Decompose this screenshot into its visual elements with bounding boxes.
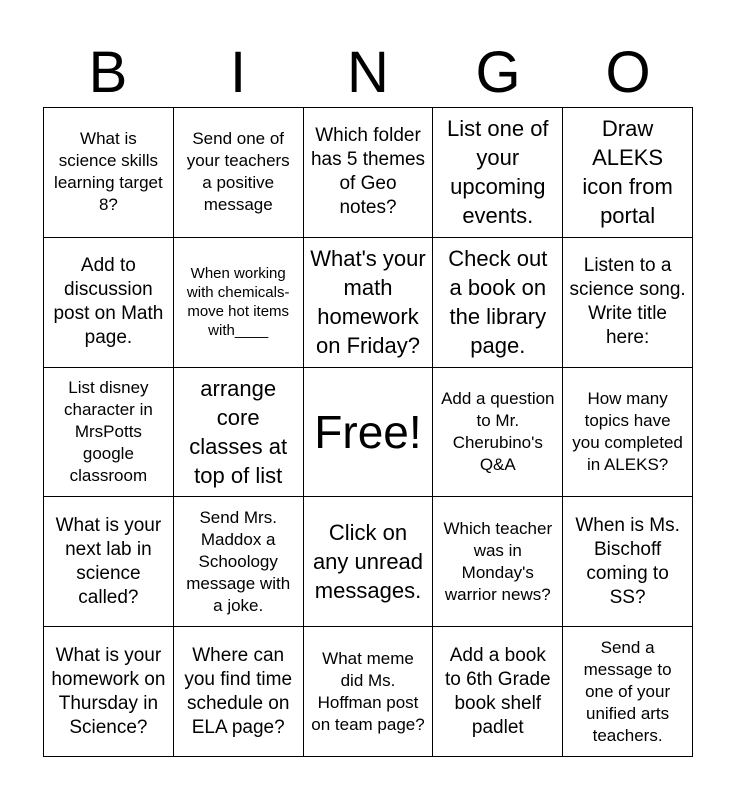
cell-text: List one of your upcoming events. (447, 116, 549, 229)
bingo-cell[interactable] (44, 108, 174, 238)
bingo-cell[interactable] (44, 368, 174, 498)
bingo-cell[interactable] (44, 627, 174, 757)
header-letter-n: N (347, 40, 389, 105)
bingo-cell[interactable] (563, 368, 693, 498)
free-cell[interactable] (304, 368, 434, 498)
cell-text: Which teacher was in Monday's warrior news? (443, 518, 553, 604)
bingo-header (43, 38, 693, 108)
cell-text: What is your next lab in science called? (55, 514, 162, 608)
cell-text: What meme did Ms. Hoffman post on team page? (311, 648, 425, 734)
cell-text: What is science skills learning target 8? (54, 129, 163, 215)
cell-text: Listen to a science song. Write title here: (569, 255, 686, 349)
bingo-grid (43, 107, 693, 757)
bingo-cell[interactable] (174, 108, 304, 238)
cell-text: When is Ms. Bischoff coming to SS? (575, 514, 680, 608)
bingo-cell[interactable] (563, 627, 693, 757)
cell-text: Click on any unread messages. (312, 520, 424, 604)
cell-text: List disney character in MrsPotts google classroom (63, 377, 153, 485)
cell-text: Send Mrs. Maddox a Schoology message with a joke. (186, 507, 291, 615)
bingo-cell[interactable] (304, 238, 434, 368)
cell-text: arrange core classes at top of list (189, 375, 288, 488)
cell-text: Send a message to one of your unified arts teachers. (583, 637, 672, 745)
free-text: Free! (314, 405, 422, 458)
bingo-cell[interactable] (433, 368, 563, 498)
bingo-cell[interactable] (433, 627, 563, 757)
bingo-cell[interactable] (563, 238, 693, 368)
cell-text: Add a book to 6th Grade book shelf padlet (444, 644, 551, 738)
bingo-cell[interactable] (304, 497, 434, 627)
cell-text: Add to discussion post on Math page. (53, 255, 164, 349)
bingo-cell[interactable] (563, 108, 693, 238)
bingo-cell[interactable] (304, 108, 434, 238)
cell-text: Which folder has 5 themes of Geo notes? (310, 125, 426, 219)
bingo-cell[interactable] (304, 627, 434, 757)
cell-text: Add a question to Mr. Cherubino's Q&A (441, 388, 555, 474)
cell-text: How many topics have you completed in ALEKS? (572, 388, 683, 474)
header-letter-i: I (229, 40, 247, 105)
header-letter-g: G (475, 40, 521, 105)
cell-text: Check out a book on the library page. (448, 246, 548, 359)
cell-text: When working with chemicals- move hot items with____ (186, 265, 290, 340)
cell-text: Draw ALEKS icon from portal (582, 116, 673, 229)
header-letter-o: O (605, 40, 651, 105)
bingo-cell[interactable] (174, 627, 304, 757)
bingo-cell[interactable] (174, 238, 304, 368)
bingo-cell[interactable] (433, 238, 563, 368)
bingo-cell[interactable] (44, 238, 174, 368)
cell-text: What's your math homework on Friday? (310, 246, 426, 359)
header-letter-b: B (88, 40, 128, 105)
bingo-cell[interactable] (44, 497, 174, 627)
cell-text: Send one of your teachers a positive message (186, 129, 290, 215)
bingo-cell[interactable] (563, 497, 693, 627)
bingo-cell[interactable] (433, 497, 563, 627)
bingo-cell[interactable] (433, 108, 563, 238)
bingo-cell[interactable] (174, 368, 304, 498)
cell-text: What is your homework on Thursday in Science? (51, 644, 166, 738)
cell-text: Where can you find time schedule on ELA page? (184, 644, 293, 738)
bingo-cell[interactable] (174, 497, 304, 627)
